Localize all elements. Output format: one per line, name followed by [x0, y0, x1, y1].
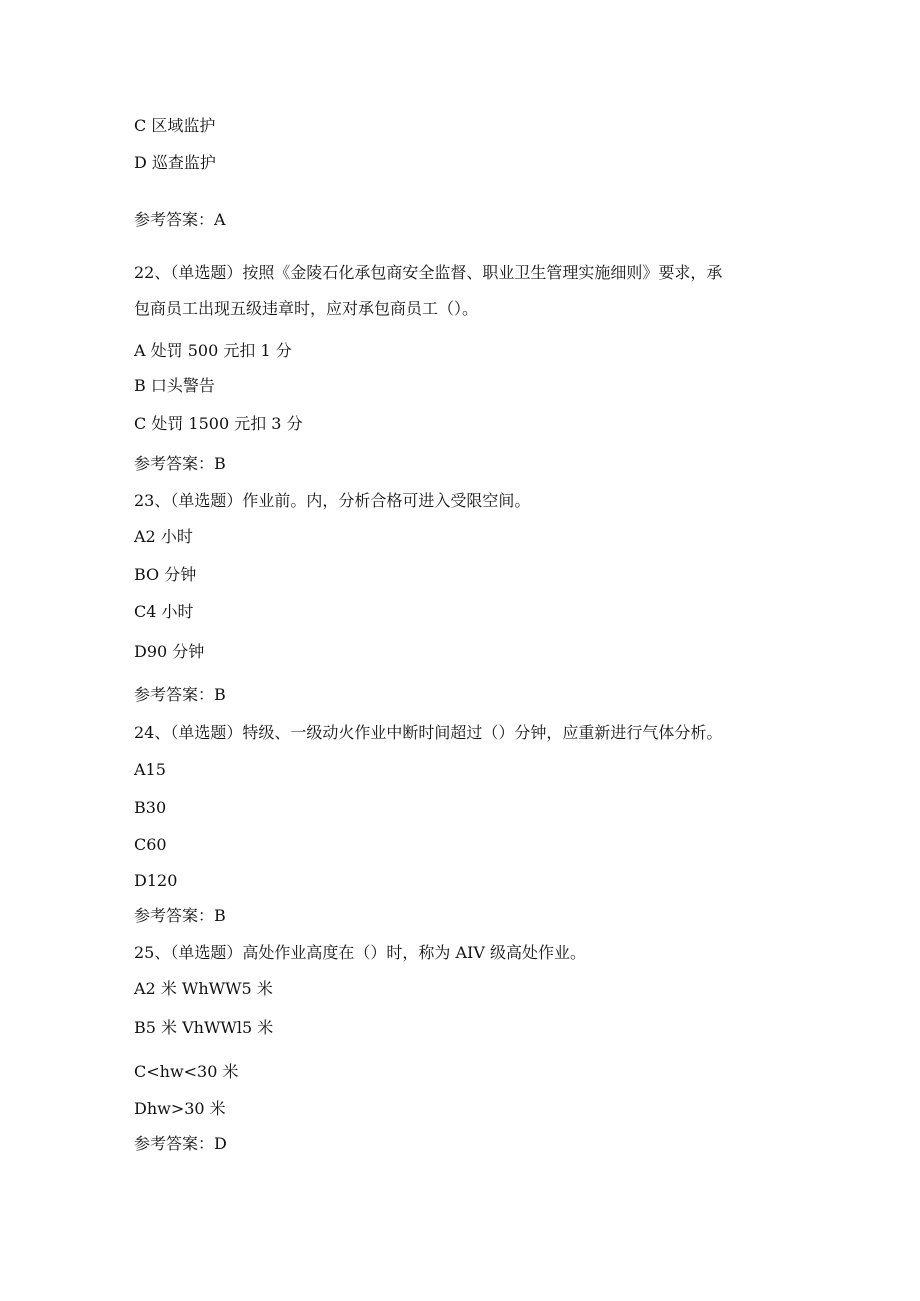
option-a-q23: A2 小时 [134, 527, 193, 546]
option-a-q25: A2 米 WhWW5 米 [134, 979, 273, 998]
option-b-q24: B30 [134, 798, 167, 817]
option-c-q25: C<hw<30 米 [134, 1062, 239, 1081]
option-b-q22: B 口头警告 [134, 376, 215, 395]
option-d-q25: Dhw>30 米 [134, 1099, 226, 1118]
option-c-q23: C4 小时 [134, 602, 194, 621]
option-c-q22: C 处罚 1500 元扣 3 分 [134, 414, 303, 433]
option-d-q24: D120 [134, 871, 178, 890]
question-22-line-1: 22、（单选题）按照《金陵石化承包商安全监督、职业卫生管理实施细则》要求，承 [134, 263, 723, 282]
question-24: 24、（单选题）特级、一级动火作业中断时间超过（）分钟，应重新进行气体分析。 [134, 723, 723, 742]
option-a-q22: A 处罚 500 元扣 1 分 [134, 341, 292, 360]
question-25: 25、（单选题）高处作业高度在（）时，称为 AIV 级高处作业。 [134, 943, 586, 962]
answer-q24: 参考答案：B [134, 906, 226, 925]
answer-q25: 参考答案：D [134, 1134, 227, 1153]
option-c-q24: C60 [134, 835, 167, 854]
option-d-q21: D 巡查监护 [134, 153, 216, 172]
option-b-q25: B5 米 VhWWl5 米 [134, 1018, 274, 1037]
question-22-line-2: 包商员工出现五级违章时，应对承包商员工（）。 [134, 299, 479, 318]
question-23: 23、（单选题）作业前。内，分析合格可进入受限空间。 [134, 491, 531, 510]
answer-q23: 参考答案：B [134, 685, 226, 704]
option-b-q23: BO 分钟 [134, 565, 197, 584]
answer-q21: 参考答案：A [134, 210, 226, 229]
option-d-q23: D90 分钟 [134, 642, 205, 661]
option-a-q24: A15 [134, 760, 166, 779]
answer-q22: 参考答案：B [134, 454, 226, 473]
option-c-q21: C 区域监护 [134, 116, 216, 135]
